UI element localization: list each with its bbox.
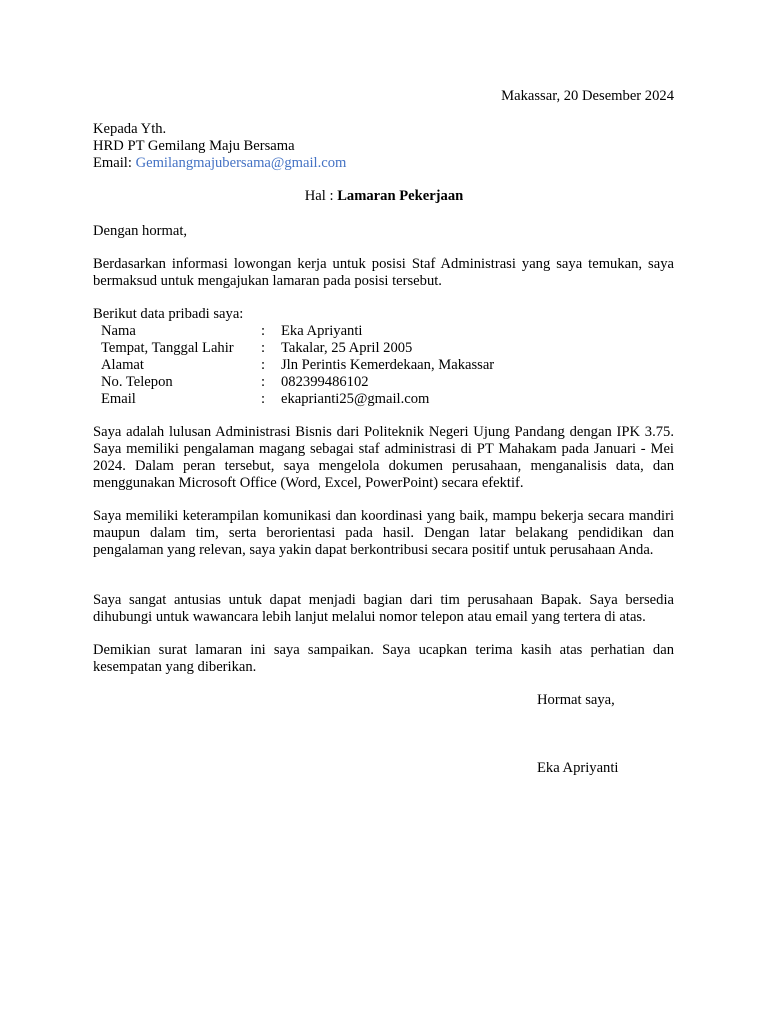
field-value: Takalar, 25 April 2005 (281, 340, 413, 356)
letter-subject (0, 188, 768, 205)
field-label: Tempat, Tanggal Lahir (101, 340, 234, 356)
enthusiasm-paragraph: Saya sangat antusias untuk dapat menjadi bagian dari tim perusahaan Bapak. Saya bersedia dihubungi untuk wawancara lebih lanjut melalui nomor telepon atau email yang tertera di atas. (93, 592, 674, 625)
greeting: Dengan hormat, (93, 223, 188, 239)
skills-paragraph: Saya memiliki keterampilan komunikasi dan koordinasi yang baik, mampu bekerja secara mandiri maupun dalam tim, serta berorientasi pada hasil. Dengan latar belakang pendidikan dan pengalaman yang relevan, saya yakin dapat berkontribusi secara positif untuk perusahaan Anda. (93, 508, 674, 558)
field-value: Eka Apriyanti (281, 323, 363, 339)
recipient-email-link[interactable]: Gemilangmajubersama@gmail.com (135, 155, 347, 171)
field-label: Nama (101, 323, 136, 339)
recipient-salutation: Kepada Yth. (93, 121, 167, 137)
table-row (101, 323, 494, 340)
recipient-email-line (93, 155, 346, 172)
subject-title: Lamaran Pekerjaan (337, 188, 464, 204)
subject-prefix: Hal : (304, 188, 338, 204)
recipient-email-label: Email: (93, 155, 136, 171)
field-value: ekaprianti25@gmail.com (281, 391, 430, 407)
table-row (101, 340, 494, 357)
intro-paragraph: Berdasarkan informasi lowongan kerja untuk posisi Staf Administrasi yang saya temukan, saya bermaksud untuk mengajukan lamaran pada posisi tersebut. (93, 256, 674, 289)
personal-data-table (101, 323, 494, 408)
signer-name: Eka Apriyanti (537, 760, 619, 776)
field-value: Jln Perintis Kemerdekaan, Makassar (281, 357, 495, 373)
table-row (101, 374, 494, 391)
field-label: No. Telepon (101, 374, 173, 390)
closing-paragraph: Demikian surat lamaran ini saya sampaikan. Saya ucapkan terima kasih atas perhatian dan kesempatan yang diberikan. (93, 642, 674, 675)
field-separator: : (261, 391, 266, 407)
education-paragraph: Saya adalah lulusan Administrasi Bisnis dari Politeknik Negeri Ujung Pandang dengan IPK 3.75. Saya memiliki pengalaman magang sebagai staf administrasi di PT Mahakam pada Januari - Mei 2024. Dalam peran tersebut, saya mengelola dokumen perusahaan, menganalisis data, dan menggunakan Microsoft Office (Word, Excel, PowerPoint) secara efektif. (93, 424, 674, 491)
field-separator: : (261, 323, 266, 339)
field-label: Email (101, 391, 136, 407)
field-label: Alamat (101, 357, 144, 373)
field-separator: : (261, 340, 266, 356)
table-row (101, 357, 494, 374)
field-value: 082399486102 (281, 374, 369, 390)
field-separator: : (261, 357, 266, 373)
recipient-block (93, 121, 346, 172)
personal-data-intro: Berikut data pribadi saya: (93, 306, 244, 322)
closing-salutation: Hormat saya, (537, 692, 615, 708)
field-separator: : (261, 374, 266, 390)
letter-date: Makassar, 20 Desember 2024 (501, 88, 674, 104)
table-row (101, 391, 494, 408)
recipient-company: HRD PT Gemilang Maju Bersama (93, 138, 295, 154)
